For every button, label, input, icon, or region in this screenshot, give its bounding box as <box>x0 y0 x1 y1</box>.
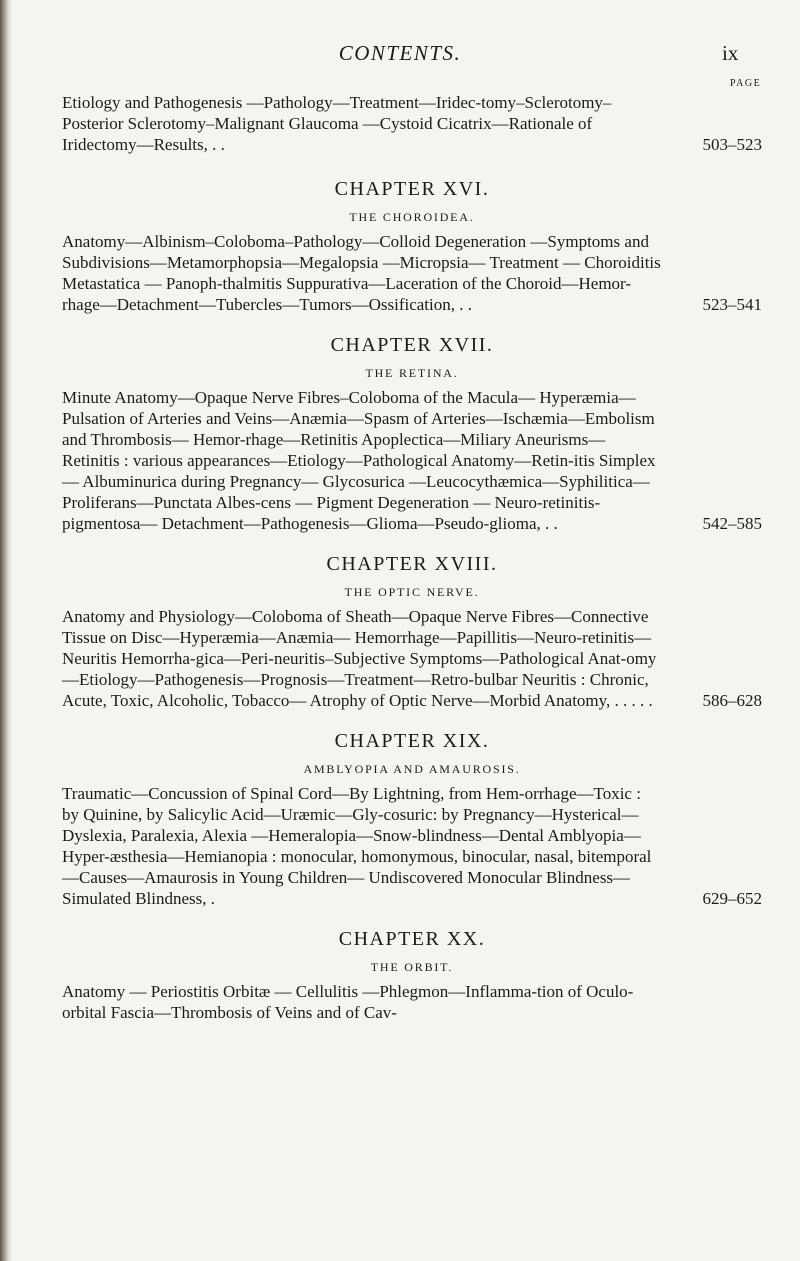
chapter-heading: CHAPTER XVI. <box>334 178 490 200</box>
chapter-heading: CHAPTER XVIII. <box>326 553 498 575</box>
entry-page-range: 629–652 <box>702 889 762 908</box>
entry-topics: Anatomy—Albinism–Coloboma–Pathology—Colloid Degeneration —Symptoms and Subdivisions—Metamorphopsia—Megalopsia —Micropsia— Treatment — Choroiditis Metastatica — Panoph-thalmitis Suppurativa—Laceration of the Choroid—Hemor-rhage—Detachment—Tubercles—Tumors—Ossification, . . <box>62 232 661 314</box>
entry-page-range: 503–523 <box>702 135 762 154</box>
entry-topics: Minute Anatomy—Opaque Nerve Fibres–Coloboma of the Macula— Hyperæmia—Pulsation of Arteries and Veins—Anæmia—Spasm of Arteries—Ischæmia—Embolism and Thrombosis— Hemor-rhage—Retinitis Apoplectica—Miliary Aneurisms—Retinitis : various appearances—Etiology—Pathological Anatomy—Retin-itis Simplex — Albuminurica during Pregnancy— Glycosurica —Leucocythæmica—Syphilitica—Proliferans—Punctata Albes-cens — Pigment Degeneration — Neuro-retinitis-pigmentosa— Detachment—Pathogenesis—Glioma—Pseudo-glioma, . . <box>62 388 656 533</box>
chapter-entry <box>62 981 762 1023</box>
chapter-16-section <box>62 177 762 315</box>
chapter-entry <box>62 606 762 711</box>
contents-list <box>62 92 762 1023</box>
contents-entry-continued <box>62 92 762 155</box>
chapter-entry <box>62 231 762 315</box>
page-binding-edge <box>0 0 12 1261</box>
chapter-18-section <box>62 552 762 711</box>
chapter-subtitle: THE CHOROIDEA. <box>349 210 475 224</box>
chapter-19-section <box>62 729 762 909</box>
chapter-subtitle: THE ORBIT. <box>370 960 454 974</box>
chapter-entry <box>62 387 762 534</box>
entry-topics: Anatomy and Physiology—Coloboma of Sheath—Opaque Nerve Fibres—Connective Tissue on Disc—Hyperæmia—Anæmia— Hemorrhage—Papillitis—Neuro-retinitis—Neuritis Hemorrha-gica—Peri-neuritis–Subjective Symptoms—Pathological Anat-omy—Etiology—Pathogenesis—Prognosis—Treatment—Retro-bulbar Neuritis : Chronic, Acute, Toxic, Alcoholic, Tobacco— Atrophy of Optic Nerve—Morbid Anatomy, . . . . . <box>62 607 657 710</box>
running-header-title: CONTENTS. <box>338 41 462 65</box>
chapter-heading: CHAPTER XIX. <box>334 730 490 752</box>
chapter-heading: CHAPTER XVII. <box>330 334 494 356</box>
entry-page-range: 523–541 <box>702 295 762 314</box>
chapter-20-section <box>62 927 762 1023</box>
chapter-subtitle: THE RETINA. <box>365 366 459 380</box>
chapter-subtitle: THE OPTIC NERVE. <box>344 585 480 599</box>
entry-page-range: 542–585 <box>702 514 762 533</box>
entry-page-range: 586–628 <box>702 691 762 710</box>
chapter-entry <box>62 783 762 909</box>
entry-topics: Traumatic—Concussion of Spinal Cord—By Lightning, from Hem-orrhage—Toxic : by Quinine, by Salicylic Acid—Uræmic—Gly-cosuric: by Pregnancy—Hysterical—Dyslexia, Paralexia, Alexia —Hemeralopia—Snow-blindness—Dental Amblyopia—Hyper-æsthesia—Hemianopia : monocular, homonymous, binocular, nasal, bitemporal—Causes—Amaurosis in Young Children— Undiscovered Monocular Blindness—Simulated Blindness, . <box>62 784 652 908</box>
page-column-label: PAGE <box>730 78 762 89</box>
chapter-17-section <box>62 333 762 534</box>
entry-topics: Anatomy — Periostitis Orbitæ — Cellulitis —Phlegmon—Inflamma-tion of Oculo-orbital Fascia—Thrombosis of Veins and of Cav- <box>62 982 634 1022</box>
entry-topics: Etiology and Pathogenesis —Pathology—Treatment—Iridec-tomy–Sclerotomy–Posterior Sclerotomy–Malignant Glaucoma —Cystoid Cicatrix—Rationale of Iridectomy—Results, . . <box>62 93 612 154</box>
page-number: ix <box>722 41 739 65</box>
chapter-heading: CHAPTER XX. <box>338 928 486 950</box>
chapter-subtitle: AMBLYOPIA AND AMAUROSIS. <box>303 762 521 776</box>
